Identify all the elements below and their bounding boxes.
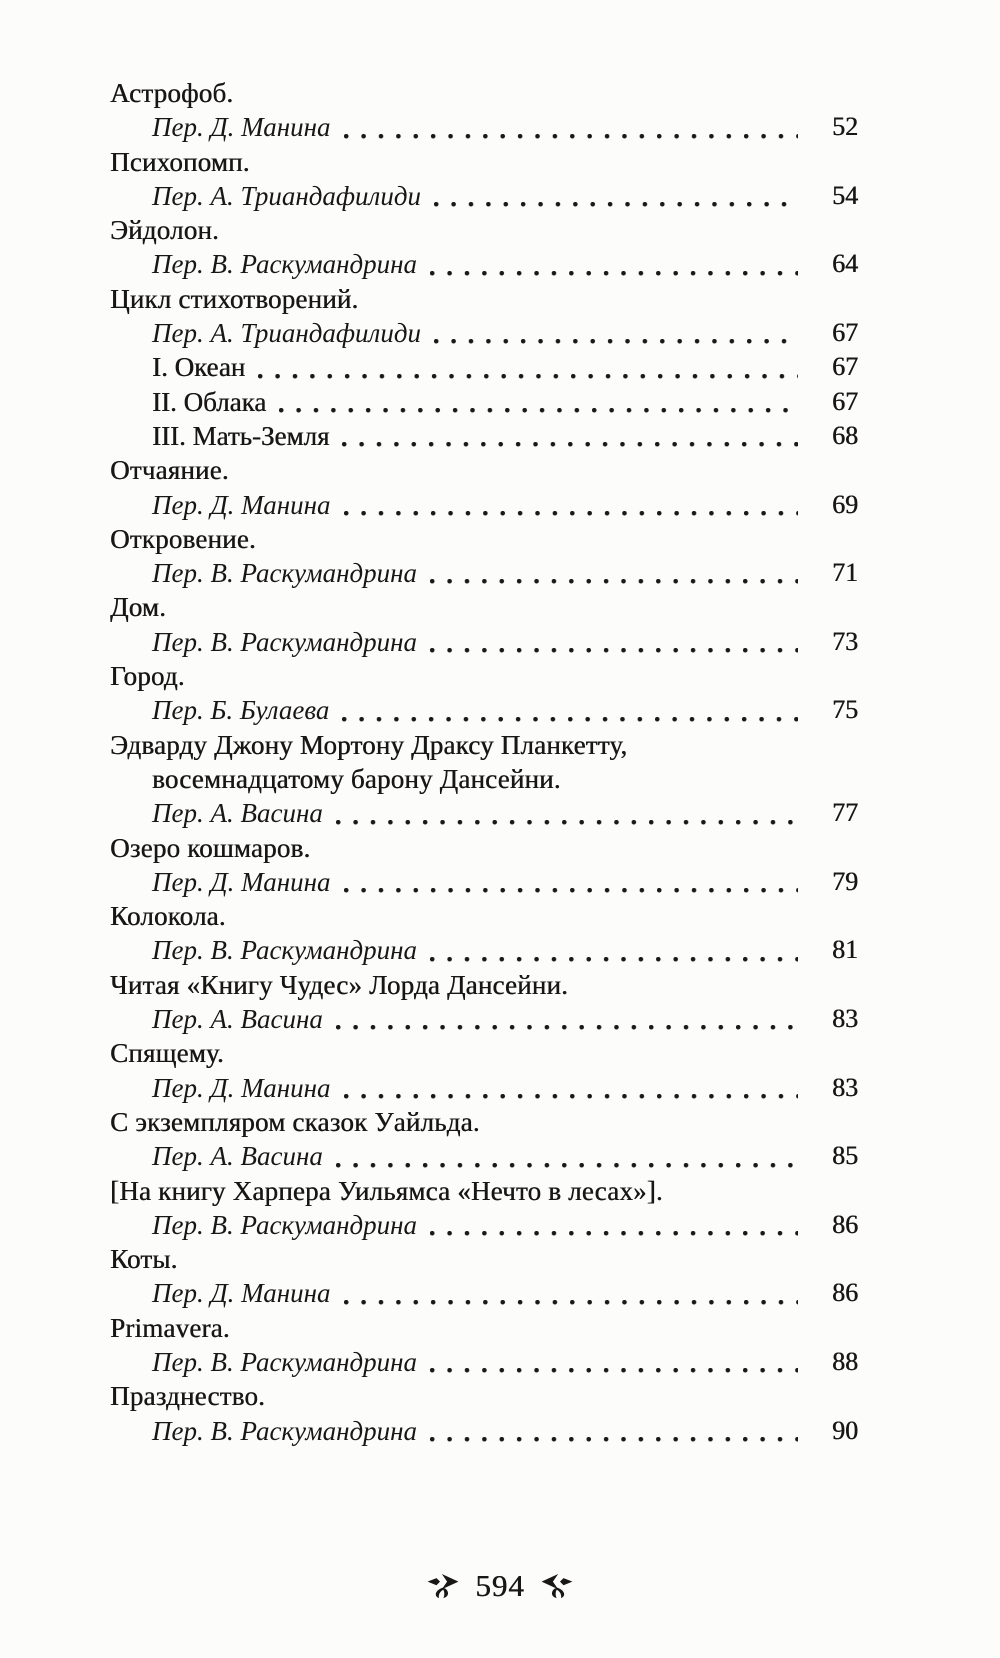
toc-title-row (110, 1036, 858, 1070)
dot-leader (344, 511, 798, 516)
toc-entry-text: Пер. В. Раскумандрина (152, 1346, 418, 1377)
toc-page (110, 76, 858, 1448)
toc-leader-row (110, 316, 858, 350)
toc-entry-text: Пер. А. Триандафилиди (152, 318, 421, 349)
toc-title-row (110, 213, 858, 247)
toc-leader-row (110, 933, 858, 967)
toc-page-number: 83 (832, 1072, 858, 1102)
toc-entry-text: Пер. Д. Манина (152, 866, 331, 897)
toc-entry-text: Пер. Б. Булаева (152, 695, 330, 726)
dot-leader (430, 1231, 798, 1236)
toc-leader-row (110, 1139, 858, 1173)
toc-page-number: 73 (832, 626, 858, 656)
toc-entry-title: Эйдолон. (110, 215, 219, 246)
dot-leader (279, 408, 798, 413)
toc-title-row (110, 453, 858, 487)
toc-entry-text: Пер. Д. Манина (152, 1278, 331, 1309)
toc-entry-title: Озеро кошмаров. (110, 832, 311, 863)
dot-leader (344, 1300, 798, 1305)
toc-page-number: 54 (832, 180, 858, 210)
toc-leader-row (110, 247, 858, 281)
toc-title-row (110, 728, 858, 762)
toc-list (110, 76, 858, 1448)
toc-title-row (110, 762, 858, 796)
toc-leader-row (110, 385, 858, 419)
toc-title-row (110, 1105, 858, 1139)
fleuron-arrow-left-icon (541, 1573, 573, 1599)
toc-title-row (110, 659, 858, 693)
toc-title-row (110, 76, 858, 110)
dot-leader (258, 374, 798, 379)
toc-entry-text: Пер. В. Раскумандрина (152, 558, 418, 589)
folio-page-number: 594 (475, 1568, 525, 1603)
toc-entry-title: Цикл стихотворений. (110, 283, 359, 314)
toc-page-number: 90 (832, 1415, 858, 1445)
toc-page-number: 67 (832, 386, 858, 416)
toc-page-number: 68 (832, 420, 858, 450)
dot-leader (434, 339, 798, 344)
toc-title-row (110, 899, 858, 933)
toc-entry-text: Пер. А. Триандафилиди (152, 180, 421, 211)
toc-leader-row (110, 179, 858, 213)
toc-entry-title: восемнадцатому барону Дансейни. (152, 763, 561, 794)
toc-entry-title: Эдварду Джону Мортону Драксу Планкетту, (110, 729, 628, 760)
toc-entry-text: Пер. В. Раскумандрина (152, 249, 418, 280)
toc-leader-row (110, 1002, 858, 1036)
dot-leader (336, 1163, 798, 1168)
toc-leader-row (110, 350, 858, 384)
toc-entry-title: Откровение. (110, 523, 256, 554)
toc-entry-text: Пер. Д. Манина (152, 489, 331, 520)
toc-entry-title: Читая «Книгу Чудес» Лорда Дансейни. (110, 969, 568, 1000)
dot-leader (430, 1368, 798, 1373)
toc-title-row (110, 1174, 858, 1208)
dot-leader (430, 1437, 798, 1442)
toc-page-number: 64 (832, 249, 858, 279)
dot-leader (336, 820, 798, 825)
toc-page-number: 52 (832, 112, 858, 142)
toc-entry-title: Город. (110, 661, 185, 692)
toc-entry-title: Спящему. (110, 1038, 224, 1069)
toc-title-row (110, 282, 858, 316)
toc-page-number: 75 (832, 695, 858, 725)
dot-leader (430, 957, 798, 962)
toc-title-row (110, 968, 858, 1002)
toc-title-row (110, 1379, 858, 1413)
toc-leader-row (110, 556, 858, 590)
toc-leader-row (110, 1208, 858, 1242)
toc-page-number: 88 (832, 1346, 858, 1376)
toc-entry-text: Пер. Д. Манина (152, 1072, 331, 1103)
toc-page-number: 77 (832, 798, 858, 828)
toc-page-number: 86 (832, 1278, 858, 1308)
toc-entry-title: Астрофоб. (110, 78, 234, 108)
toc-page-number: 71 (832, 558, 858, 588)
toc-entry-title: Психопомп. (110, 146, 250, 177)
toc-leader-row (110, 1071, 858, 1105)
toc-title-row (110, 145, 858, 179)
toc-leader-row (110, 693, 858, 727)
toc-page-number: 83 (832, 1004, 858, 1034)
toc-leader-row (110, 865, 858, 899)
toc-entry-title: С экземпляром сказок Уайльда. (110, 1106, 480, 1137)
toc-page-number: 79 (832, 866, 858, 896)
toc-page-number: 69 (832, 489, 858, 519)
toc-leader-row (110, 488, 858, 522)
toc-leader-row (110, 419, 858, 453)
toc-page-number: 67 (832, 318, 858, 348)
toc-entry-text: Пер. В. Раскумандрина (152, 1209, 418, 1240)
toc-entry-text: Пер. А. Васина (152, 798, 323, 829)
toc-entry-text: Пер. В. Раскумандрина (152, 1415, 418, 1446)
toc-entry-text: Пер. А. Васина (152, 1004, 323, 1035)
dot-leader (342, 717, 798, 722)
toc-title-row (110, 1311, 858, 1345)
page-footer (0, 1568, 1000, 1604)
toc-title-row (110, 522, 858, 556)
toc-leader-row (110, 110, 858, 144)
toc-entry-title: [На книгу Харпера Уильямса «Нечто в лесах»]. (110, 1175, 663, 1206)
dot-leader (434, 202, 798, 207)
toc-entry-title: Празднество. (110, 1381, 266, 1412)
toc-leader-row (110, 796, 858, 830)
toc-leader-row (110, 1414, 858, 1448)
toc-entry-title: Primavera. (110, 1312, 230, 1343)
toc-entry-title: Дом. (110, 592, 167, 623)
dot-leader (344, 888, 798, 893)
dot-leader (342, 442, 798, 447)
dot-leader (430, 271, 798, 276)
toc-page-number: 81 (832, 935, 858, 965)
toc-entry-title: Колокола. (110, 901, 226, 932)
toc-leader-row (110, 1345, 858, 1379)
toc-entry-title: Коты. (110, 1244, 178, 1275)
dot-leader (430, 579, 798, 584)
toc-entry-text: Пер. В. Раскумандрина (152, 935, 418, 966)
toc-entry-text: I. Океан (152, 352, 246, 383)
toc-entry-text: Пер. Д. Манина (152, 112, 331, 143)
toc-page-number: 67 (832, 352, 858, 382)
toc-leader-row (110, 1276, 858, 1310)
dot-leader (344, 1094, 798, 1099)
toc-page-number: 86 (832, 1209, 858, 1239)
toc-entry-text: Пер. А. Васина (152, 1141, 323, 1172)
toc-leader-row (110, 625, 858, 659)
toc-title-row (110, 1242, 858, 1276)
toc-title-row (110, 831, 858, 865)
dot-leader (430, 648, 798, 653)
dot-leader (336, 1025, 798, 1030)
toc-entry-text: III. Мать-Земля (152, 420, 330, 451)
dot-leader (344, 134, 798, 139)
fleuron-arrow-right-icon (427, 1573, 459, 1599)
toc-page-number: 85 (832, 1141, 858, 1171)
toc-entry-text: Пер. В. Раскумандрина (152, 626, 418, 657)
toc-title-row (110, 590, 858, 624)
toc-entry-title: Отчаяние. (110, 455, 229, 486)
toc-entry-text: II. Облака (152, 386, 267, 417)
